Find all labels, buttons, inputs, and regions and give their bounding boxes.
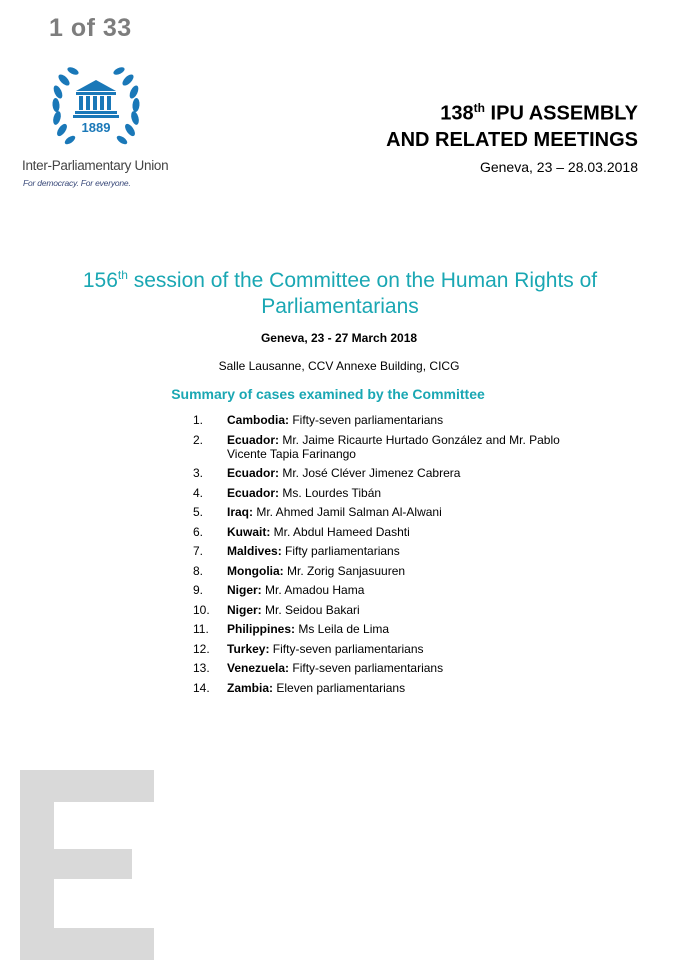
case-number: 11. — [193, 622, 209, 636]
session-number: 156 — [82, 269, 118, 292]
case-item — [193, 564, 593, 578]
case-text — [227, 661, 593, 675]
session-dates: Geneva, 23 - 27 March 2018 — [260, 331, 418, 345]
case-number: 6. — [193, 524, 204, 539]
case-detail: Fifty-seven parliamentarians — [289, 661, 444, 675]
case-country: Ecuador: — [227, 466, 280, 480]
case-detail: Eleven parliamentarians — [273, 680, 406, 695]
case-text — [227, 603, 593, 617]
case-text — [227, 433, 593, 461]
case-text — [227, 486, 593, 500]
assembly-title-line2: AND RELATED MEETINGS — [386, 128, 638, 151]
session-title — [40, 262, 640, 320]
case-detail: Mr. Jaime Ricaurte Hurtado González and Mr. Pablo Vicente Tapia Farinango — [227, 432, 560, 461]
case-country: Iraq: — [227, 505, 254, 519]
assembly-title — [386, 95, 638, 153]
case-text — [227, 413, 593, 427]
case-detail: Fifty parliamentarians — [281, 544, 400, 558]
cases-list — [193, 413, 593, 700]
case-item — [193, 413, 593, 427]
case-item — [193, 525, 593, 539]
case-item — [193, 486, 593, 500]
case-item — [193, 544, 593, 558]
case-detail: Ms. Lourdes Tibán — [279, 485, 382, 500]
case-item — [193, 622, 593, 636]
case-number: 14. — [193, 680, 210, 695]
case-text — [227, 544, 593, 558]
assembly-ordinal: th — [473, 101, 485, 115]
case-detail: Mr. Amadou Hama — [261, 583, 365, 597]
case-detail: Mr. Seidou Bakari — [261, 602, 360, 617]
case-detail: Mr. Ahmed Jamil Salman Al-Alwani — [253, 505, 442, 519]
ipu-logo — [22, 58, 182, 198]
laurel-building-icon — [48, 58, 144, 154]
case-country: Niger: — [227, 602, 262, 617]
org-name: Inter-Parliamentary Union — [22, 158, 169, 173]
case-item — [193, 583, 593, 597]
case-country: Niger: — [227, 583, 262, 597]
case-country: Venezuela: — [227, 661, 290, 675]
case-detail: Fifty-seven parliamentarians — [289, 413, 444, 427]
case-number: 10. — [193, 602, 210, 617]
case-text — [227, 525, 593, 539]
case-number: 1. — [193, 413, 204, 427]
case-number: 12. — [193, 641, 210, 656]
language-letter-e — [20, 770, 154, 960]
case-country: Kuwait: — [227, 524, 271, 539]
case-country: Cambodia: — [227, 413, 290, 427]
case-text — [227, 466, 593, 480]
case-text — [227, 583, 593, 597]
case-number: 9. — [193, 583, 204, 597]
case-country: Maldives: — [227, 544, 282, 558]
case-text — [227, 681, 593, 695]
svg-text:1889: 1889 — [81, 120, 111, 135]
assembly-header — [386, 95, 638, 175]
case-number: 7. — [193, 544, 204, 558]
case-number: 2. — [193, 432, 204, 447]
case-detail: Mr. Abdul Hameed Dashti — [270, 524, 410, 539]
assembly-title-line1: IPU ASSEMBLY — [485, 102, 638, 125]
summary-heading: Summary of cases examined by the Committee — [171, 386, 485, 402]
case-country: Zambia: — [227, 680, 274, 695]
case-country: Ecuador: — [227, 432, 280, 447]
case-country: Mongolia: — [227, 563, 284, 578]
case-item — [193, 681, 593, 695]
case-detail: Mr. José Cléver Jimenez Cabrera — [279, 466, 461, 480]
case-text — [227, 642, 593, 656]
case-country: Turkey: — [227, 641, 270, 656]
assembly-number: 138 — [440, 102, 474, 125]
case-text — [227, 505, 593, 519]
case-number: 5. — [193, 505, 204, 519]
case-text — [227, 564, 593, 578]
case-text — [227, 622, 593, 636]
case-detail: Mr. Zorig Sanjasuuren — [283, 563, 406, 578]
case-number: 4. — [193, 485, 204, 500]
case-item — [193, 433, 593, 461]
assembly-place-dates: Geneva, 23 – 28.03.2018 — [479, 158, 638, 175]
case-item — [193, 466, 593, 480]
case-number: 8. — [193, 563, 204, 578]
page-counter: 1 of 33 — [49, 14, 132, 42]
case-detail: Ms Leila de Lima — [295, 622, 390, 636]
session-ordinal: th — [117, 268, 128, 282]
case-item — [193, 642, 593, 656]
case-country: Ecuador: — [227, 485, 280, 500]
case-item — [193, 603, 593, 617]
case-item — [193, 505, 593, 519]
case-detail: Fifty-seven parliamentarians — [269, 641, 424, 656]
case-item — [193, 661, 593, 675]
session-venue: Salle Lausanne, CCV Annexe Building, CICG — [218, 359, 460, 373]
case-number: 3. — [193, 466, 204, 480]
case-number: 13. — [193, 661, 210, 675]
session-title-rest: session of the Committee on the Human Rights of Parliamentarians — [127, 269, 598, 318]
case-country: Philippines: — [227, 622, 296, 636]
org-tagline: For democracy. For everyone. — [23, 178, 131, 188]
